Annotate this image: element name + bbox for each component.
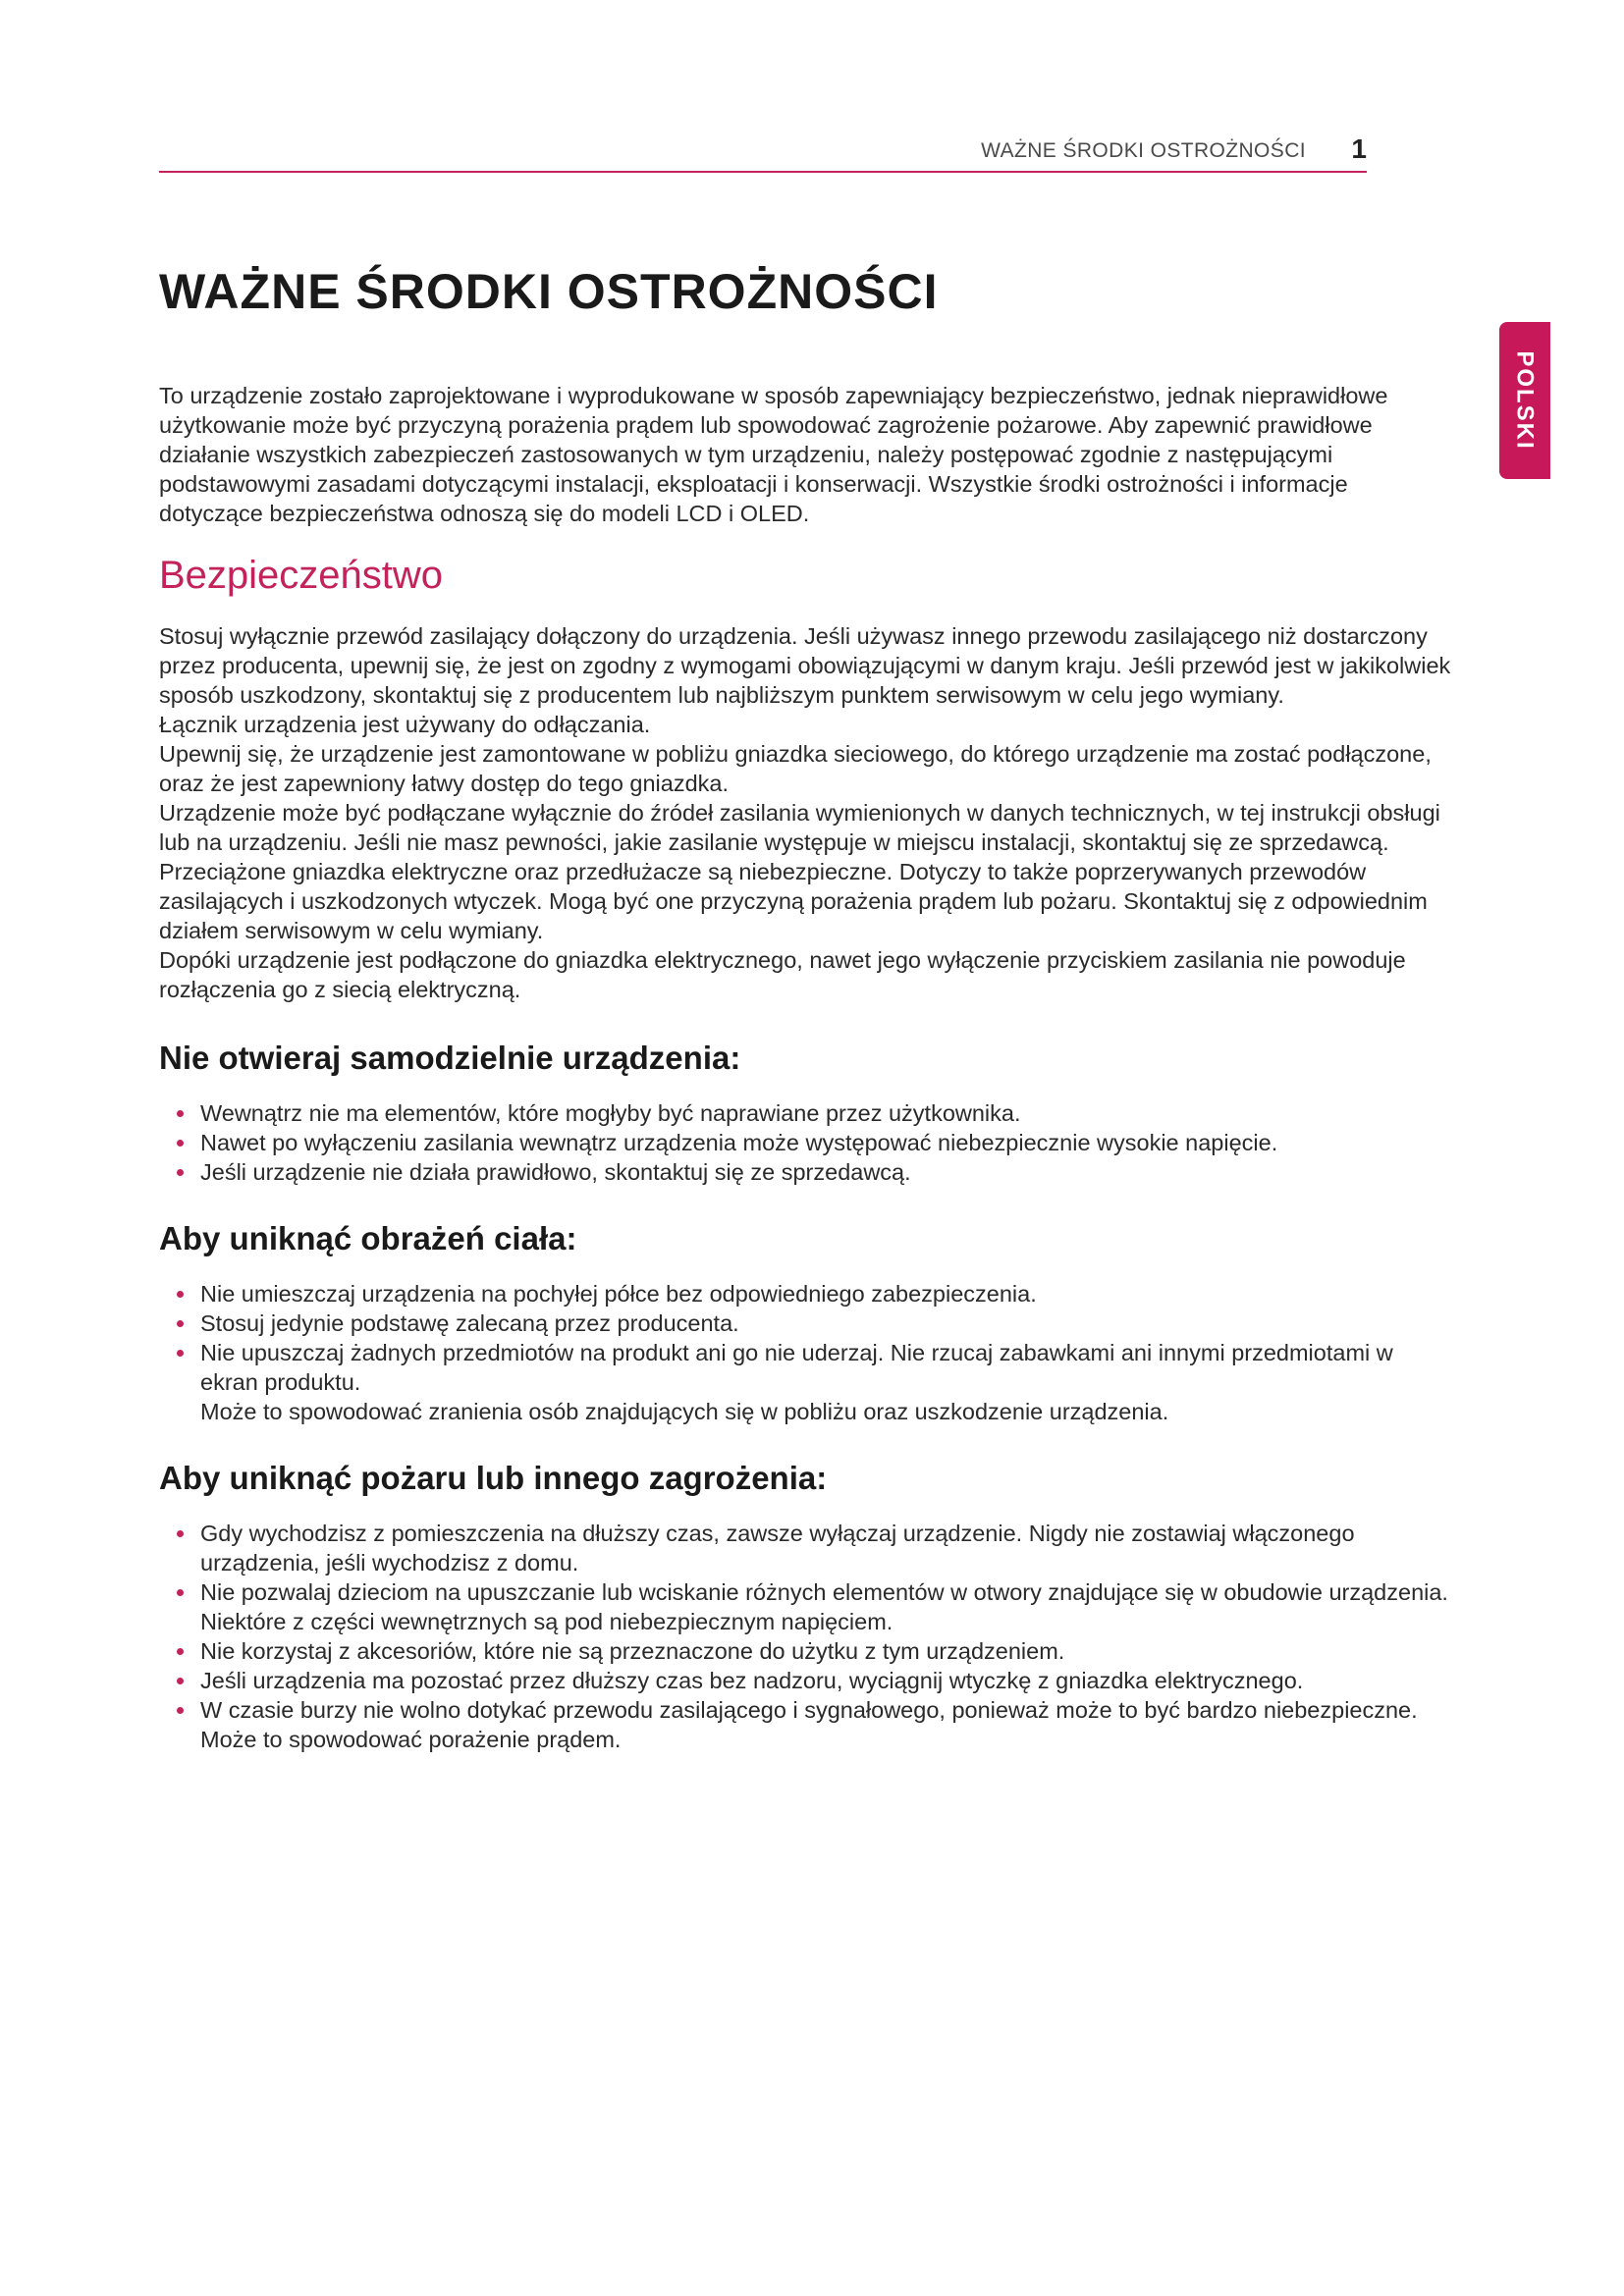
list-item-text: Wewnątrz nie ma elementów, które mogłyby być naprawiane przez użytkownika. [200,1100,1021,1126]
bullet-icon [177,1648,184,1655]
section-heading-fire: Aby uniknąć pożaru lub innego zagrożenia: [159,1460,828,1496]
bullet-icon [177,1291,184,1298]
running-header [159,135,1367,171]
list-item [159,1695,1455,1754]
bullet-icon [177,1707,184,1714]
list-item [159,1279,1455,1308]
list-item [159,1519,1455,1577]
page-title: WAŻNE ŚRODKI OSTROŻNOŚCI [159,264,939,319]
language-tab-label: POLSKI [1512,350,1539,451]
list-item-text: Nie korzystaj z akcesoriów, które nie są przeznaczone do użytku z tym urządzeniem. [200,1638,1065,1664]
list-item [159,1128,1455,1157]
safety-paragraph: Urządzenie może być podłączane wyłącznie do źródeł zasilania wymienionych w danych technicznych, w tej instrukcji obsługi lub na urządzeniu. Jeśli nie masz pewności, jakie zasilanie występuje w miejscu instalacji, skontaktuj się ze sprzedawcą. [159,800,1440,855]
list-item-text: Gdy wychodzisz z pomieszczenia na dłuższy czas, zawsze wyłączaj urządzenie. Nigdy nie zostawiaj włączonego urządzenia, jeśli wychodzisz z domu. [200,1521,1355,1575]
intro-paragraph: To urządzenie zostało zaprojektowane i wyprodukowane w sposób zapewniający bezpieczeństwo, jednak nieprawidłowe użytkowanie może być przyczyną porażenia prądem lub spowodować zagrożenie pożarowe. Aby zapewnić prawidłowe działanie wszystkich zabezpieczeń zastosowanych w tym urządzeniu, należy postępować zgodnie z następującymi podstawowymi zasadami dotyczącymi instalacji, eksploatacji i konserwacji. Wszystkie środki ostrożności i informacje dotyczące bezpieczeństwa odnoszą się do modeli LCD i OLED. [159,383,1388,526]
list-item [159,1157,1455,1187]
bullet-icon [177,1140,184,1147]
safety-paragraph: Łącznik urządzenia jest używany do odłączania. [159,712,651,737]
section-heading-injury: Aby uniknąć obrażeń ciała: [159,1220,577,1256]
safety-paragraph: Upewnij się, że urządzenie jest zamontowane w pobliżu gniazdka sieciowego, do którego urządzenie ma zostać podłączone, oraz że jest zapewniony łatwy dostęp do tego gniazdka. [159,741,1432,796]
safety-paragraph: Przeciążone gniazdka elektryczne oraz przedłużacze są niebezpieczne. Dotyczy to także poprzerywanych przewodów zasilających i uszkodzonych wtyczek. Mogą być one przyczyną porażenia prądem lub pożaru. Skontaktuj się z odpowiednim działem serwisowym w celu wymiany. [159,859,1428,943]
header-divider [159,171,1367,173]
list-item [159,1338,1455,1426]
bullet-list-injury [159,1279,1455,1426]
bullet-icon [177,1320,184,1327]
bullet-list-fire [159,1519,1455,1754]
bullet-icon [177,1589,184,1596]
language-tab [1499,322,1550,479]
list-item-text: Stosuj jedynie podstawę zalecaną przez producenta. [200,1310,739,1336]
safety-paragraph: Dopóki urządzenie jest podłączone do gniazdka elektrycznego, nawet jego wyłączenie przyciskiem zasilania nie powoduje rozłączenia go z siecią elektryczną. [159,947,1406,1002]
list-item-text: Jeśli urządzenia ma pozostać przez dłuższy czas bez nadzoru, wyciągnij wtyczkę z gniazdka elektrycznego. [200,1668,1304,1693]
list-item-text: Jeśli urządzenie nie działa prawidłowo, skontaktuj się ze sprzedawcą. [200,1159,911,1185]
list-item [159,1098,1455,1128]
list-item [159,1636,1455,1666]
bullet-icon [177,1169,184,1176]
section-heading-do-not-open: Nie otwieraj samodzielnie urządzenia: [159,1040,741,1076]
list-item-text: Nie umieszczaj urządzenia na pochyłej półce bez odpowiedniego zabezpieczenia. [200,1281,1037,1307]
list-item-text: Nie upuszczaj żadnych przedmiotów na produkt ani go nie uderzaj. Nie rzucaj zabawkami ani innymi przedmiotami w ekran produktu. [200,1340,1393,1395]
list-item [159,1577,1455,1636]
list-item-text: Nawet po wyłączeniu zasilania wewnątrz urządzenia może występować niebezpiecznie wysokie napięcie. [200,1130,1278,1155]
bullet-icon [177,1678,184,1684]
bullet-icon [177,1350,184,1357]
bullet-icon [177,1110,184,1117]
page-number: 1 [1351,133,1367,164]
list-item-text: W czasie burzy nie wolno dotykać przewodu zasilającego i sygnałowego, ponieważ może to być bardzo niebezpieczne. Może to spowodować porażenie prądem. [200,1697,1418,1752]
list-item [159,1308,1455,1338]
list-item [159,1666,1455,1695]
safety-paragraph: Stosuj wyłącznie przewód zasilający dołączony do urządzenia. Jeśli używasz innego przewodu zasilającego niż dostarczony przez producenta, upewnij się, że jest on zgodny z wymogami obowiązującymi w danym kraju. Jeśli przewód jest w jakikolwiek sposób uszkodzony, skontaktuj się z producentem lub najbliższym punktem serwisowym w celu jego wymiany. [159,623,1451,708]
page-content [159,381,1455,1788]
safety-paragraphs [159,621,1455,1004]
bullet-icon [177,1530,184,1537]
list-item-note: Może to spowodować zranienia osób znajdujących się w pobliżu oraz uszkodzenie urządzenia. [200,1399,1169,1424]
safety-heading: Bezpieczeństwo [159,554,444,597]
bullet-list-do-not-open [159,1098,1455,1187]
list-item-text: Nie pozwalaj dzieciom na upuszczanie lub wciskanie różnych elementów w otwory znajdujące się w obudowie urządzenia. Niektóre z części wewnętrznych są pod niebezpiecznym napięciem. [200,1579,1448,1634]
running-header-title: WAŻNE ŚRODKI OSTROŻNOŚCI [981,139,1306,162]
